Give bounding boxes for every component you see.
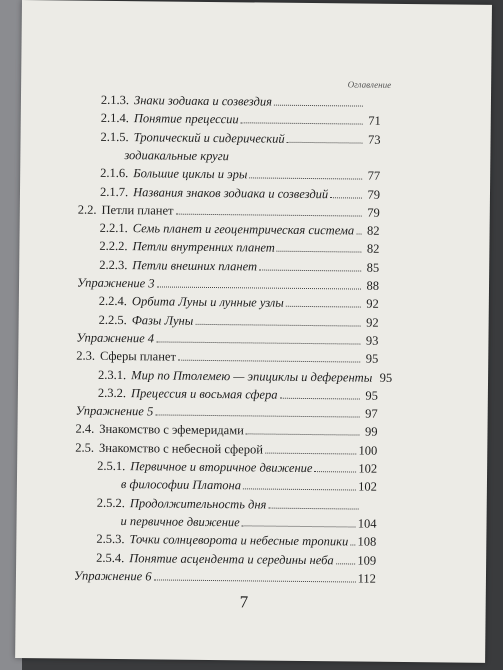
dot-leader xyxy=(154,579,356,582)
toc-entry-page: 102 xyxy=(358,479,377,495)
toc-entry xyxy=(100,166,380,184)
toc-entry-page: 108 xyxy=(357,534,377,549)
toc-entry-number: 2.1.3. xyxy=(100,92,130,108)
toc-entry-page: 112 xyxy=(357,571,377,586)
toc-entry xyxy=(75,440,377,458)
dot-leader xyxy=(243,489,356,491)
toc-entry-number: 2.3.2. xyxy=(97,385,127,400)
toc-entry-title: Упражнение 4 xyxy=(76,330,155,346)
toc-entry-number: 2.2.4. xyxy=(98,294,128,309)
dot-leader xyxy=(155,415,359,418)
toc-entry xyxy=(76,349,378,367)
toc-entry-page: 95 xyxy=(365,351,379,366)
toc-entry-title: Петли внутренних планет xyxy=(132,239,275,256)
toc-entry xyxy=(97,495,377,513)
toc-entry-number: 2.5.4. xyxy=(96,550,125,565)
toc-entry-continuation xyxy=(121,477,377,495)
dot-leader xyxy=(274,105,363,107)
toc-entry-title: Прецессия и восьмая сфера xyxy=(130,385,278,402)
toc-entry-title: Знакомство с эфемеридами xyxy=(99,422,244,438)
toc-entry-continuation xyxy=(120,514,376,532)
toc-entry-page: 95 xyxy=(365,388,378,403)
toc-entry-page: 109 xyxy=(357,553,377,568)
dot-leader xyxy=(279,398,359,400)
toc-entry xyxy=(77,276,379,294)
dot-leader xyxy=(246,434,360,436)
toc-entry xyxy=(99,239,379,257)
dot-leader xyxy=(277,251,362,253)
toc-entry-title: Понятие прецессии xyxy=(133,111,239,127)
toc-entry xyxy=(98,367,393,385)
toc-entry-page: 100 xyxy=(358,443,378,458)
toc-entry-number: 2.1.5. xyxy=(100,129,129,144)
toc-row xyxy=(16,568,486,591)
dot-leader xyxy=(314,471,356,472)
toc-entry-page: 92 xyxy=(366,296,379,312)
toc-entry-page: 104 xyxy=(357,516,377,531)
toc-entry-number: 2.2.1. xyxy=(99,220,128,236)
toc-entry xyxy=(74,568,376,586)
toc-entry-number: 2.5.2. xyxy=(96,495,125,510)
toc-entry-title: Знаки зодиака и созвездия xyxy=(134,93,273,109)
toc-entry xyxy=(76,404,378,422)
toc-entry-number: 2.1.6. xyxy=(100,166,129,181)
toc-entry-title: Орбита Луны и лунные узлы xyxy=(131,294,284,311)
toc-entry-title-cont: и первичное движение xyxy=(120,513,240,530)
toc-entry-title: Понятие асцендента и середины неба xyxy=(129,550,334,567)
toc-entry-title: Петли планет xyxy=(101,202,174,218)
toc-entry-page: 73 xyxy=(367,132,381,147)
toc-entry-page: 95 xyxy=(379,370,393,385)
toc-entry xyxy=(100,129,380,147)
toc-entry xyxy=(101,93,381,111)
toc-entry-number: 2.1.4. xyxy=(100,111,129,126)
dot-leader xyxy=(287,141,363,143)
dot-leader xyxy=(157,286,361,289)
toc-entry-number: 2.3. xyxy=(76,348,96,363)
toc-entry-number: 2.4. xyxy=(75,421,95,437)
toc-entry-number: 2.5. xyxy=(75,440,95,455)
toc-entry xyxy=(99,258,379,276)
dot-leader xyxy=(330,197,362,198)
page-number: 7 xyxy=(239,592,249,612)
toc-entry-page: 93 xyxy=(365,333,379,348)
toc-entry-title: Петли внешних планет xyxy=(132,257,258,274)
toc-entry-title: Упражнение 6 xyxy=(73,568,152,584)
dot-leader xyxy=(242,525,356,527)
toc-entry-title: Мир по Птолемею — эпициклы и деференты xyxy=(131,367,373,385)
toc-entry-title: Первичное и вторичное движение xyxy=(130,459,313,476)
toc-entry xyxy=(101,111,381,129)
toc-entry-number: 2.2. xyxy=(77,202,97,217)
toc-entry xyxy=(100,221,380,239)
toc-entry xyxy=(96,550,376,568)
dot-leader xyxy=(268,507,358,509)
dot-leader xyxy=(259,269,361,271)
toc-entry-title: Семь планет и геоцентрическая система xyxy=(132,221,355,238)
toc-entry-number: 2.5.1. xyxy=(97,458,126,474)
toc-entry-title: Точки солнцеворота и небесные тропики xyxy=(129,532,349,549)
toc-entry xyxy=(96,532,376,550)
dot-leader xyxy=(178,360,360,363)
toc-entry-page: 79 xyxy=(367,205,380,220)
toc-entry-number: 2.5.3. xyxy=(96,531,125,547)
toc-entry-number: 2.1.7. xyxy=(99,184,129,199)
toc-entry-number: 2.2.5. xyxy=(98,312,127,327)
toc-entry-page: 82 xyxy=(366,242,380,257)
dot-leader xyxy=(175,213,361,216)
toc-entry-title: Упражнение 5 xyxy=(75,403,154,419)
toc-entry xyxy=(76,330,378,348)
toc-entry-number: 2.2.3. xyxy=(99,257,128,272)
toc-entry-page: 99 xyxy=(364,425,378,440)
toc-entry-title: Знакомство с небесной сферой xyxy=(98,440,264,457)
dot-leader xyxy=(156,341,360,344)
toc-entry-page: 71 xyxy=(368,113,381,129)
dot-leader xyxy=(356,234,361,235)
toc-entry-page: 85 xyxy=(366,260,380,275)
toc-entry-title-cont: в философии Платона xyxy=(120,477,242,493)
toc-entry-page: 82 xyxy=(367,223,380,238)
dot-leader xyxy=(336,563,356,564)
dot-leader xyxy=(350,545,355,546)
toc-entry-number: 2.2.2. xyxy=(99,239,128,254)
toc-entry xyxy=(98,386,378,404)
toc-entry-title: Продолжительность дня xyxy=(129,495,267,512)
toc-entry-number: 2.3.1. xyxy=(98,367,127,382)
toc-entry-page: 88 xyxy=(366,278,380,293)
dot-leader xyxy=(195,323,360,326)
toc-entry-title-cont: зодиакальные круги xyxy=(124,147,229,164)
toc-entry xyxy=(99,312,379,330)
dot-leader xyxy=(286,306,361,308)
toc-entry-title: Упражнение 3 xyxy=(76,275,155,291)
toc-entry-page: 97 xyxy=(365,406,378,421)
toc-entry xyxy=(100,184,380,202)
table-of-contents xyxy=(21,92,491,586)
toc-entry-title: Большие циклы и эры xyxy=(133,166,248,182)
dot-leader xyxy=(241,123,363,125)
dot-leader xyxy=(265,452,357,454)
toc-entry-title: Названия знаков зодиака и созвездий xyxy=(133,184,329,201)
toc-entry-page: 92 xyxy=(366,315,379,330)
book-page xyxy=(15,0,492,663)
toc-entry-title: Сферы планет xyxy=(99,349,177,364)
toc-entry-title: Фазы Луны xyxy=(131,312,194,328)
running-header: Оглавление xyxy=(347,79,392,90)
toc-entry-page: 102 xyxy=(358,461,378,476)
dot-leader xyxy=(249,178,362,180)
toc-entry xyxy=(99,294,379,312)
toc-entry xyxy=(78,202,380,220)
toc-entry xyxy=(97,459,377,477)
toc-entry-page: 77 xyxy=(367,168,381,183)
toc-entry-page: 79 xyxy=(367,187,381,202)
toc-entry xyxy=(75,422,377,440)
toc-entry-title: Тропический и сидерический xyxy=(133,129,285,146)
